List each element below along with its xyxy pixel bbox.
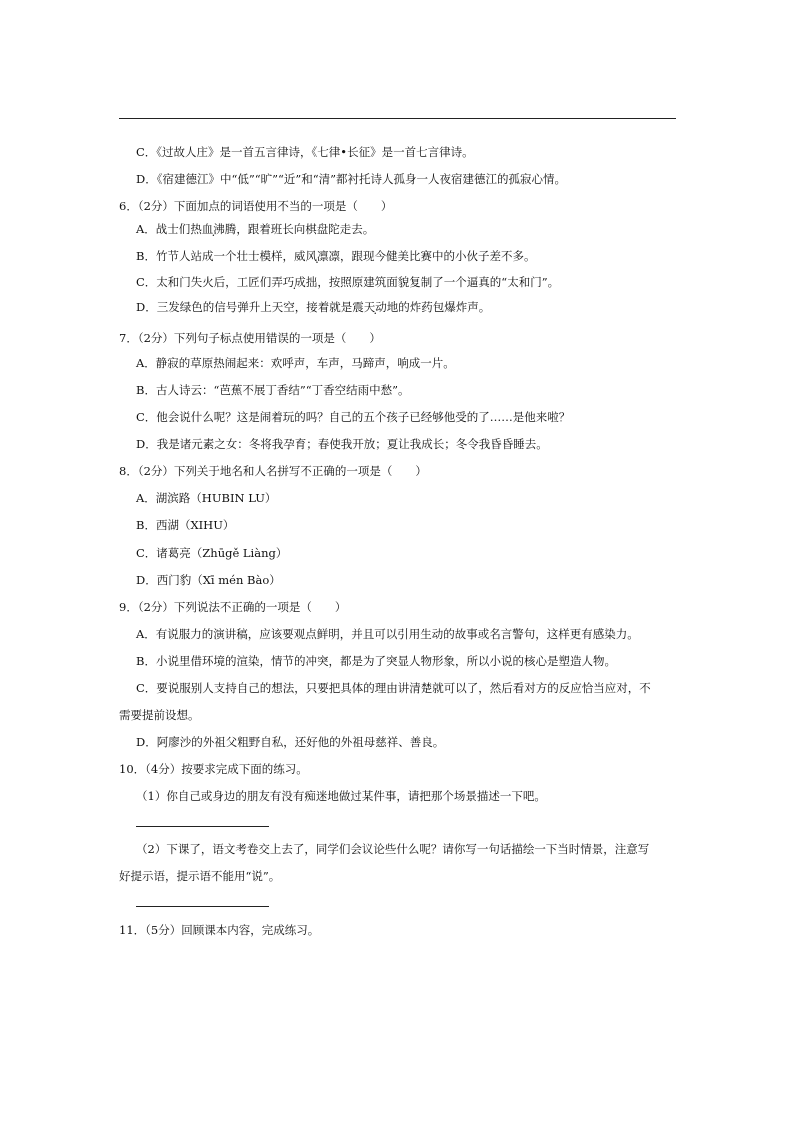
question-6-option-c: C．太和门失火后，工匠们弄巧成拙，按照原建筑面貌复制了一个逼真的“太和门”。: [136, 275, 560, 289]
question-10-stem: 10．（4分）按要求完成下面的练习。: [119, 762, 308, 776]
question-9-option-c-continued: 需要提前设想。: [119, 708, 200, 722]
answer-blank-2[interactable]: [136, 906, 269, 907]
emphasized-word: 威风凛凛: [293, 249, 340, 263]
question-6-option-b: B．竹节人站成一个壮士模样，威风凛凛，跟现今健美比赛中的小伙子差不多。: [136, 249, 536, 263]
question-8-option-d: D．西门豹（Xī mén Bào）: [136, 573, 281, 587]
answer-blank-1[interactable]: [136, 826, 269, 827]
question-7-stem: 7．（2分）下列句子标点使用错误的一项是（ ）: [119, 331, 381, 345]
question-7-option-d: D．我是诸元素之女：冬将我孕育；春使我开放；夏让我成长；冬令我昏昏睡去。: [136, 437, 548, 451]
question-9-option-b: B．小说里借环境的渲染，情节的冲突，都是为了突显人物形象，所以小说的核心是塑造人物。: [136, 654, 616, 668]
question-9-stem: 9．（2分）下列说法不正确的一项是（ ）: [119, 600, 347, 614]
emphasized-word: 弄巧成拙: [271, 275, 318, 289]
question-10-part-2: （2）下课了，语文考卷交上去了，同学们会议论些什么呢？请你写一句话描绘一下当时情景，注意写: [136, 842, 650, 856]
header-rule: [119, 118, 676, 119]
emphasized-word: 震天动地: [352, 300, 399, 314]
question-9-option-a: A．有说服力的演讲稿，应该要观点鲜明，并且可以引用生动的故事或名言警句，这样更有感染力。: [136, 627, 639, 641]
question-9-option-d: D．阿廖沙的外祖父粗野自私，还好他的外祖母慈祥、善良。: [136, 735, 445, 749]
emphasized-word: 热血沸腾: [190, 222, 237, 236]
question-11-stem: 11．（5分）回顾课本内容，完成练习。: [119, 923, 320, 937]
question-8-option-c: C．诸葛亮（Zhūgě Liàng）: [136, 546, 288, 560]
question-8-option-a: A．湖滨路（HUBIN LU）: [136, 491, 277, 505]
question-10-part-2-continued: 好提示语，提示语不能用“说”。: [119, 869, 281, 883]
question-7-option-a: A．静寂的草原热闹起来：欢呼声，车声，马蹄声，响成一片。: [136, 356, 455, 370]
question-6-option-a: A．战士们热血沸腾，跟着班长向棋盘陀走去。: [136, 222, 375, 236]
question-7-option-b: B．古人诗云：“芭蕉不展丁香结”“丁香空结雨中愁”。: [136, 383, 410, 397]
question-8-option-b: B．西湖（XIHU）: [136, 518, 235, 532]
question-10-part-1: （1）你自己或身边的朋友有没有痴迷地做过某件事，请把那个场景描述一下吧。: [136, 789, 546, 803]
question-6-option-d: D．三发绿色的信号弹升上天空，接着就是震天动地的炸药包爆炸声。: [136, 300, 491, 314]
option-d-text: D．《宿建德江》中“低”“旷”“近”和“清”都衬托诗人孤身一人夜宿建德江的孤寂心情。: [136, 172, 566, 186]
question-8-stem: 8．（2分）下列关于地名和人名拼写不正确的一项是（ ）: [119, 464, 427, 478]
question-9-option-c: C．要说服别人支持自己的想法，只要把具体的理由讲清楚就可以了，然后看对方的反应恰当应对，不: [136, 681, 651, 695]
question-7-option-c: C．他会说什么呢？这是闹着玩的吗？自己的五个孩子已经够他受的了……是他来啦？: [136, 410, 571, 424]
question-6-stem: 6．（2分）下面加点的词语使用不当的一项是（ ）: [119, 199, 393, 213]
option-c-text: C．《过故人庄》是一首五言律诗，《七律•长征》是一首七言律诗。: [136, 145, 474, 159]
